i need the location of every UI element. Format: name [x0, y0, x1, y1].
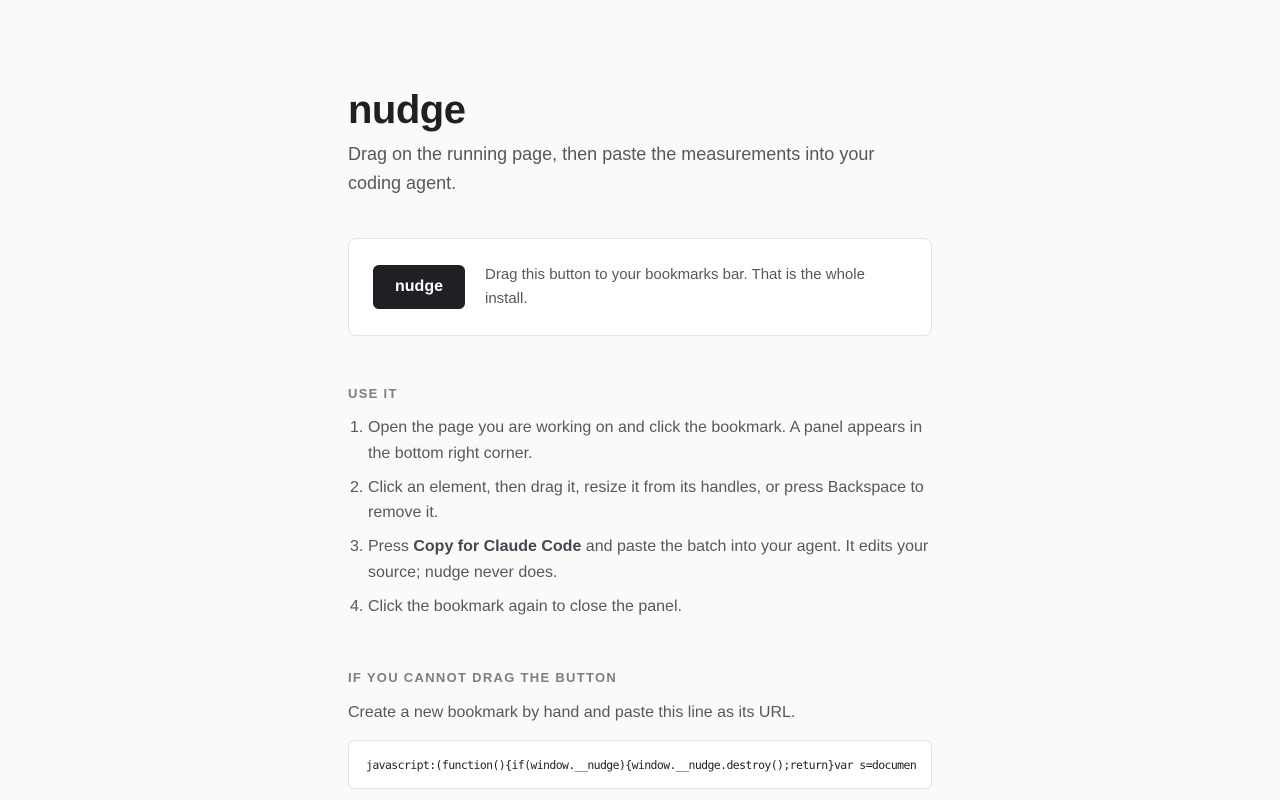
bookmarklet-code[interactable]: javascript:(function(){if(window.__nudge){window.__nudge.destroy();return}var s=documen [366, 758, 917, 772]
step-item [368, 534, 932, 585]
steps-list [348, 415, 932, 628]
install-instructions: Drag this button to your bookmarks bar. That is the whole install. [485, 266, 865, 307]
step-item [368, 415, 932, 466]
bookmarklet-code-box[interactable] [348, 740, 932, 789]
step-text: Click the bookmark again to close the panel. [368, 597, 682, 615]
bookmarklet-button[interactable]: nudge [373, 265, 465, 309]
step-item [368, 475, 932, 526]
page-subtitle: Drag on the running page, then paste the measurements into your coding agent. [348, 144, 875, 193]
step-text-prefix: Press [368, 538, 414, 555]
copy-action-name: Copy for Claude Code [413, 538, 582, 555]
step-text-suffix: and paste the batch into your agent. It edits your source; nudge never does. [368, 538, 929, 581]
use-it-heading: USE IT [348, 386, 398, 401]
fallback-heading: IF YOU CANNOT DRAG THE BUTTON [348, 670, 618, 685]
step-text: Open the page you are working on and click the bookmark. A panel appears in the bottom right corner. [368, 419, 923, 462]
step-item [368, 594, 932, 620]
step-text: Click an element, then drag it, resize it from its handles, or press Backspace to remove it. [368, 478, 924, 521]
install-card [348, 238, 932, 336]
fallback-instructions: Create a new bookmark by hand and paste this line as its URL. [348, 704, 796, 721]
page-title: nudge [348, 88, 466, 132]
